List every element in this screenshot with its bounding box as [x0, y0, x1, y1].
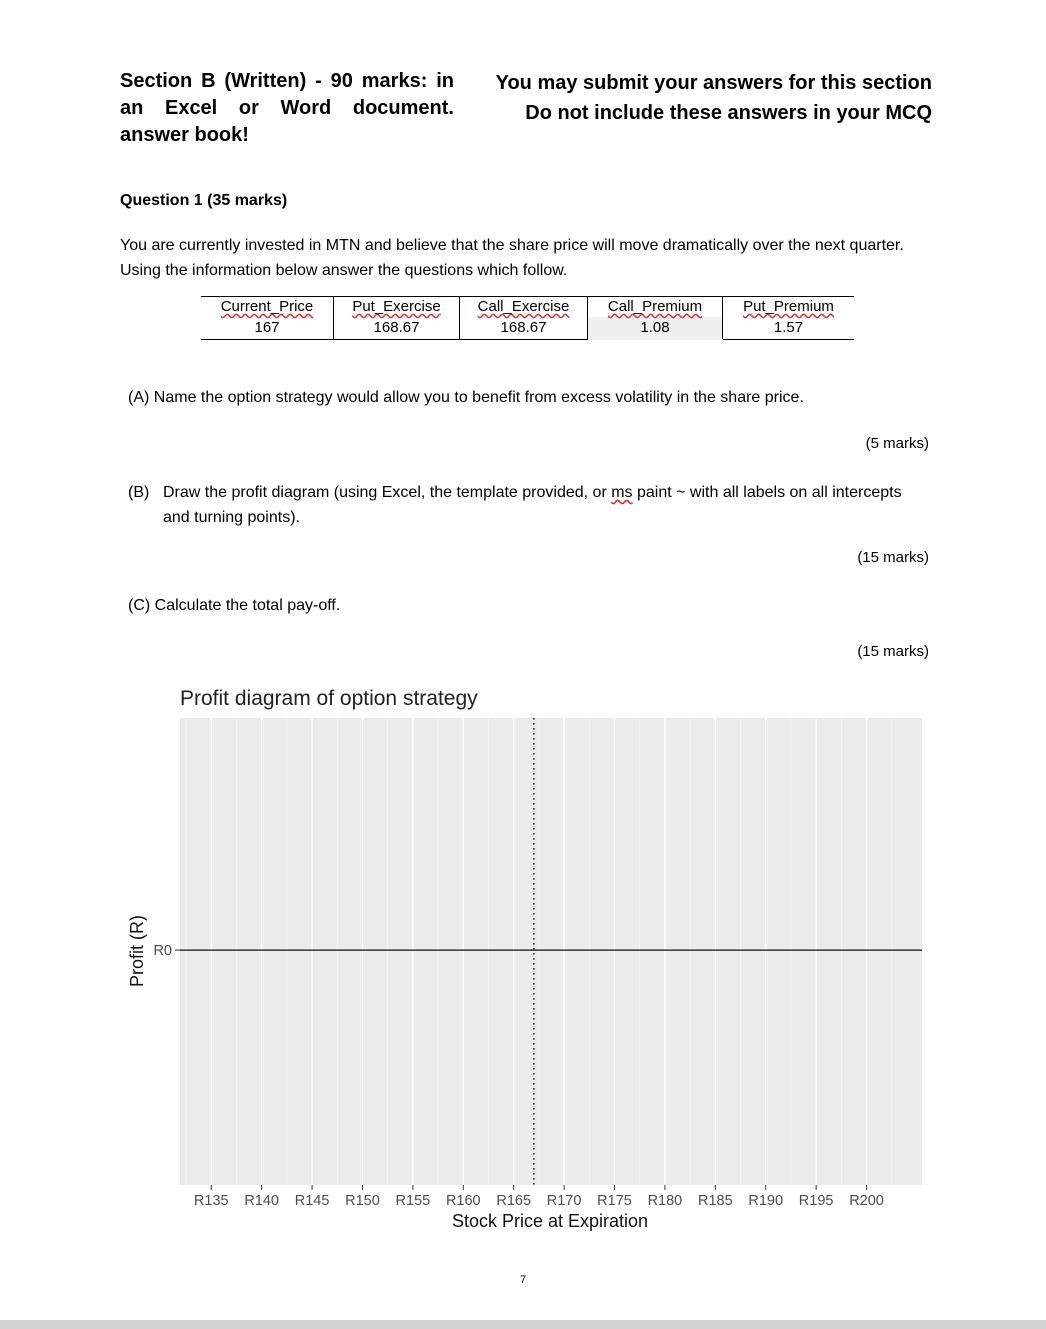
x-tick-label: R190 — [748, 1193, 784, 1209]
page-number: 7 — [519, 1274, 527, 1286]
section-header-right — [470, 68, 932, 128]
table-cell: 168.67 — [334, 317, 460, 340]
part-c-marks: (15 marks) — [857, 643, 929, 660]
x-axis-label: Stock Price at Expiration — [451, 1211, 649, 1231]
y-tick-label: R0 — [153, 943, 172, 960]
spellcheck-word: ms — [611, 484, 633, 501]
option-data-table — [201, 296, 854, 340]
table-header: Call_Premium — [588, 297, 723, 318]
question-title: Question 1 (35 marks) — [120, 192, 288, 209]
table-cell: 1.57 — [723, 317, 855, 340]
plot-panel — [180, 718, 922, 1185]
table-header: Put_Exercise — [334, 297, 460, 318]
x-tick-label: R165 — [496, 1193, 532, 1209]
part-a-label: (A) — [128, 389, 150, 406]
part-b-text-start: Draw the profit diagram (using Excel, the template provided, or — [163, 484, 612, 501]
table-cell: 167 — [201, 317, 334, 340]
page-bottom-edge — [0, 1320, 1046, 1329]
x-tick-label: R145 — [294, 1193, 330, 1209]
x-tick-label: R195 — [798, 1193, 834, 1209]
part-a-marks: (5 marks) — [865, 435, 929, 452]
table-header: Put_Premium — [723, 297, 855, 318]
part-c-text: Calculate the total pay-off. — [154, 597, 341, 614]
x-tick-label: R175 — [597, 1193, 632, 1209]
table-cell: 1.08 — [588, 317, 723, 340]
table-header: Call_Exercise — [460, 297, 588, 318]
x-tick-label: R170 — [546, 1193, 582, 1209]
chart-title: Profit diagram of option strategy — [180, 687, 478, 710]
x-tick-label: R135 — [193, 1193, 229, 1209]
section-header-left: Section B (Written) - 90 marks: in an Excel or Word document. answer book! — [120, 70, 454, 146]
question-intro: You are currently invested in MTN and believe that the share price will move dramatically over the next quarter. Using the information below answer the questions which follow. — [120, 237, 904, 279]
part-c — [128, 595, 340, 617]
x-axis-ticks — [194, 1185, 884, 1209]
part-b-marks: (15 marks) — [857, 549, 929, 566]
part-a — [128, 387, 804, 409]
x-tick-label: R160 — [445, 1193, 481, 1209]
part-c-label: (C) — [128, 597, 151, 614]
table-cell: 168.67 — [460, 317, 588, 340]
x-tick-label: R150 — [345, 1193, 380, 1209]
y-axis-label: Profit (R) — [127, 915, 147, 987]
section-header-right-line2: Do not include these answers in your MCQ — [525, 102, 932, 124]
x-tick-label: R200 — [849, 1193, 884, 1209]
x-tick-label: R155 — [395, 1193, 431, 1209]
y-axis-ticks — [153, 943, 180, 959]
table-header: Current_Price — [201, 297, 334, 318]
section-header-right-line1: You may submit your answers for this section — [495, 72, 932, 94]
profit-diagram-chart — [120, 678, 940, 1238]
x-tick-label: R180 — [647, 1193, 683, 1209]
part-b-text — [163, 480, 908, 530]
part-a-text: Name the option strategy would allow you to benefit from excess volatility in the share price. — [153, 389, 804, 406]
x-tick-label: R185 — [697, 1193, 733, 1209]
part-b-text-end: paint ~ with all labels on all intercepts and turning points). — [163, 484, 902, 526]
x-tick-label: R140 — [244, 1193, 279, 1209]
part-b — [128, 480, 908, 530]
table-header-row — [201, 297, 854, 318]
table-row — [201, 317, 854, 340]
part-b-label: (B) — [128, 484, 150, 501]
